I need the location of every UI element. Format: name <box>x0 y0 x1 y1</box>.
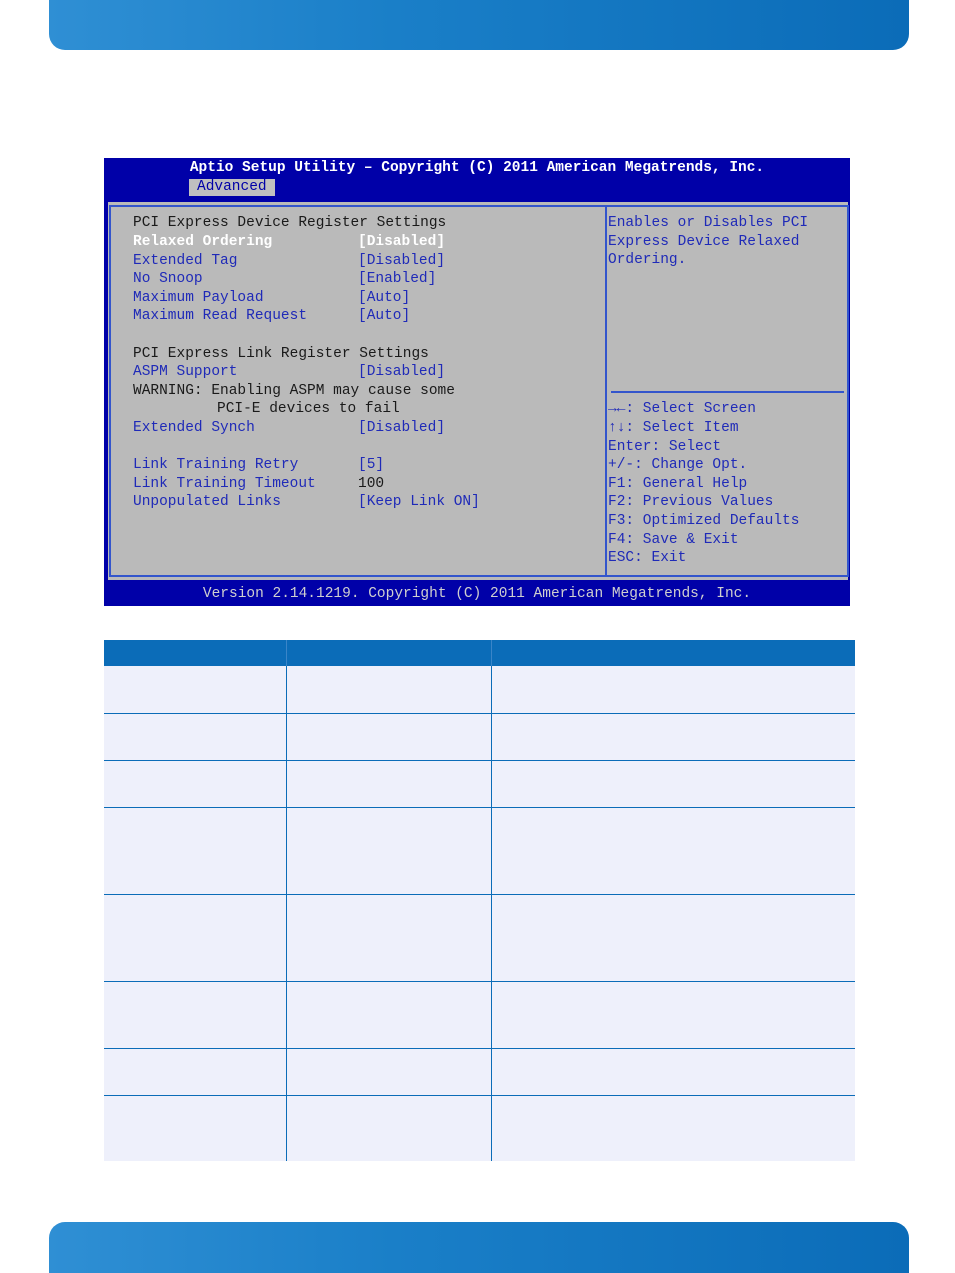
key-enter-select: Enter: Select <box>608 438 722 455</box>
table-cell <box>104 1096 286 1161</box>
setting-aspm-support-value[interactable]: [Disabled] <box>358 364 446 381</box>
table-cell <box>104 982 286 1049</box>
key-select-screen: →←: Select Screen <box>608 401 756 418</box>
table-header-row <box>104 640 855 666</box>
table-header-cell <box>286 640 491 666</box>
top-banner <box>49 0 909 50</box>
setting-relaxed-ordering-label[interactable]: Relaxed Ordering <box>133 234 273 250</box>
section-device-register: PCI Express Device Register Settings <box>133 215 447 231</box>
table-cell <box>491 761 855 808</box>
table-cell <box>286 895 491 982</box>
setting-link-training-retry-label[interactable]: Link Training Retry <box>133 457 299 474</box>
setting-unpopulated-links-label[interactable]: Unpopulated Links <box>133 494 281 511</box>
table-cell <box>491 666 855 714</box>
setting-no-snoop-value[interactable]: [Enabled] <box>358 271 437 288</box>
setting-maximum-read-request-label[interactable]: Maximum Read Request <box>133 308 308 325</box>
setting-link-training-retry-value[interactable]: [5] <box>358 457 385 474</box>
key-save-exit: F4: Save & Exit <box>608 531 739 548</box>
key-esc-exit: ESC: Exit <box>608 550 687 567</box>
table-cell <box>286 982 491 1049</box>
setting-relaxed-ordering-value[interactable]: [Disabled] <box>358 234 446 250</box>
table-cell <box>104 714 286 761</box>
bottom-banner <box>49 1222 909 1273</box>
table-cell <box>286 761 491 808</box>
tab-advanced[interactable]: Advanced <box>189 179 275 196</box>
table-row <box>104 1049 855 1096</box>
table-row <box>104 714 855 761</box>
table-cell <box>491 1049 855 1096</box>
setting-link-training-timeout-value[interactable]: 100 <box>358 475 385 492</box>
setting-extended-tag-label[interactable]: Extended Tag <box>133 252 238 269</box>
key-general-help: F1: General Help <box>608 475 748 492</box>
bios-title: Aptio Setup Utility – Copyright (C) 2011 American Megatrends, Inc. <box>189 160 765 176</box>
table-cell <box>286 1049 491 1096</box>
panel-divider <box>605 205 607 577</box>
setting-maximum-payload-value[interactable]: [Auto] <box>358 289 411 306</box>
table-row <box>104 982 855 1049</box>
setting-extended-synch-value[interactable]: [Disabled] <box>358 420 446 436</box>
table-cell <box>104 808 286 895</box>
table-row <box>104 895 855 982</box>
table-cell <box>104 666 286 714</box>
setting-link-training-timeout-label[interactable]: Link Training Timeout <box>133 475 316 492</box>
aspm-warning-line2: PCI-E devices to fail <box>217 401 400 418</box>
bios-version-footer: Version 2.14.1219. Copyright (C) 2011 American Megatrends, Inc. <box>202 586 752 602</box>
table-row <box>104 666 855 714</box>
key-change-opt: +/-: Change Opt. <box>608 457 748 474</box>
key-optimized-defaults: F3: Optimized Defaults <box>608 513 800 529</box>
key-select-item: ↑↓: Select Item <box>608 420 739 436</box>
settings-table <box>104 640 855 1161</box>
bios-screen <box>104 158 850 606</box>
table-header-cell <box>104 640 286 666</box>
table-cell <box>104 1049 286 1096</box>
setting-maximum-read-request-value[interactable]: [Auto] <box>358 308 411 325</box>
table-cell <box>491 982 855 1049</box>
table-cell <box>286 808 491 895</box>
table-cell <box>104 761 286 808</box>
setting-extended-synch-label[interactable]: Extended Synch <box>133 420 255 436</box>
setting-no-snoop-label[interactable]: No Snoop <box>133 271 203 288</box>
setting-maximum-payload-label[interactable]: Maximum Payload <box>133 289 264 306</box>
help-divider <box>611 391 844 393</box>
table-cell <box>286 666 491 714</box>
aspm-warning-line1: WARNING: Enabling ASPM may cause some <box>133 382 455 399</box>
setting-extended-tag-value[interactable]: [Disabled] <box>358 252 446 269</box>
table-cell <box>491 895 855 982</box>
table-cell <box>286 714 491 761</box>
help-text-line3: Ordering. <box>608 252 687 269</box>
help-text-line1: Enables or Disables PCI <box>608 215 809 231</box>
table-cell <box>104 895 286 982</box>
bios-panel <box>108 202 848 580</box>
table-cell <box>286 1096 491 1161</box>
table-row <box>104 808 855 895</box>
table-header-cell <box>491 640 855 666</box>
setting-unpopulated-links-value[interactable]: [Keep Link ON] <box>358 494 480 511</box>
setting-aspm-support-label[interactable]: ASPM Support <box>133 364 238 381</box>
key-previous-values: F2: Previous Values <box>608 494 774 511</box>
table-cell <box>491 808 855 895</box>
table-cell <box>491 714 855 761</box>
help-text-line2: Express Device Relaxed <box>608 233 800 250</box>
section-link-register: PCI Express Link Register Settings <box>133 345 429 362</box>
table-cell <box>491 1096 855 1161</box>
table-row <box>104 1096 855 1161</box>
table-row <box>104 761 855 808</box>
